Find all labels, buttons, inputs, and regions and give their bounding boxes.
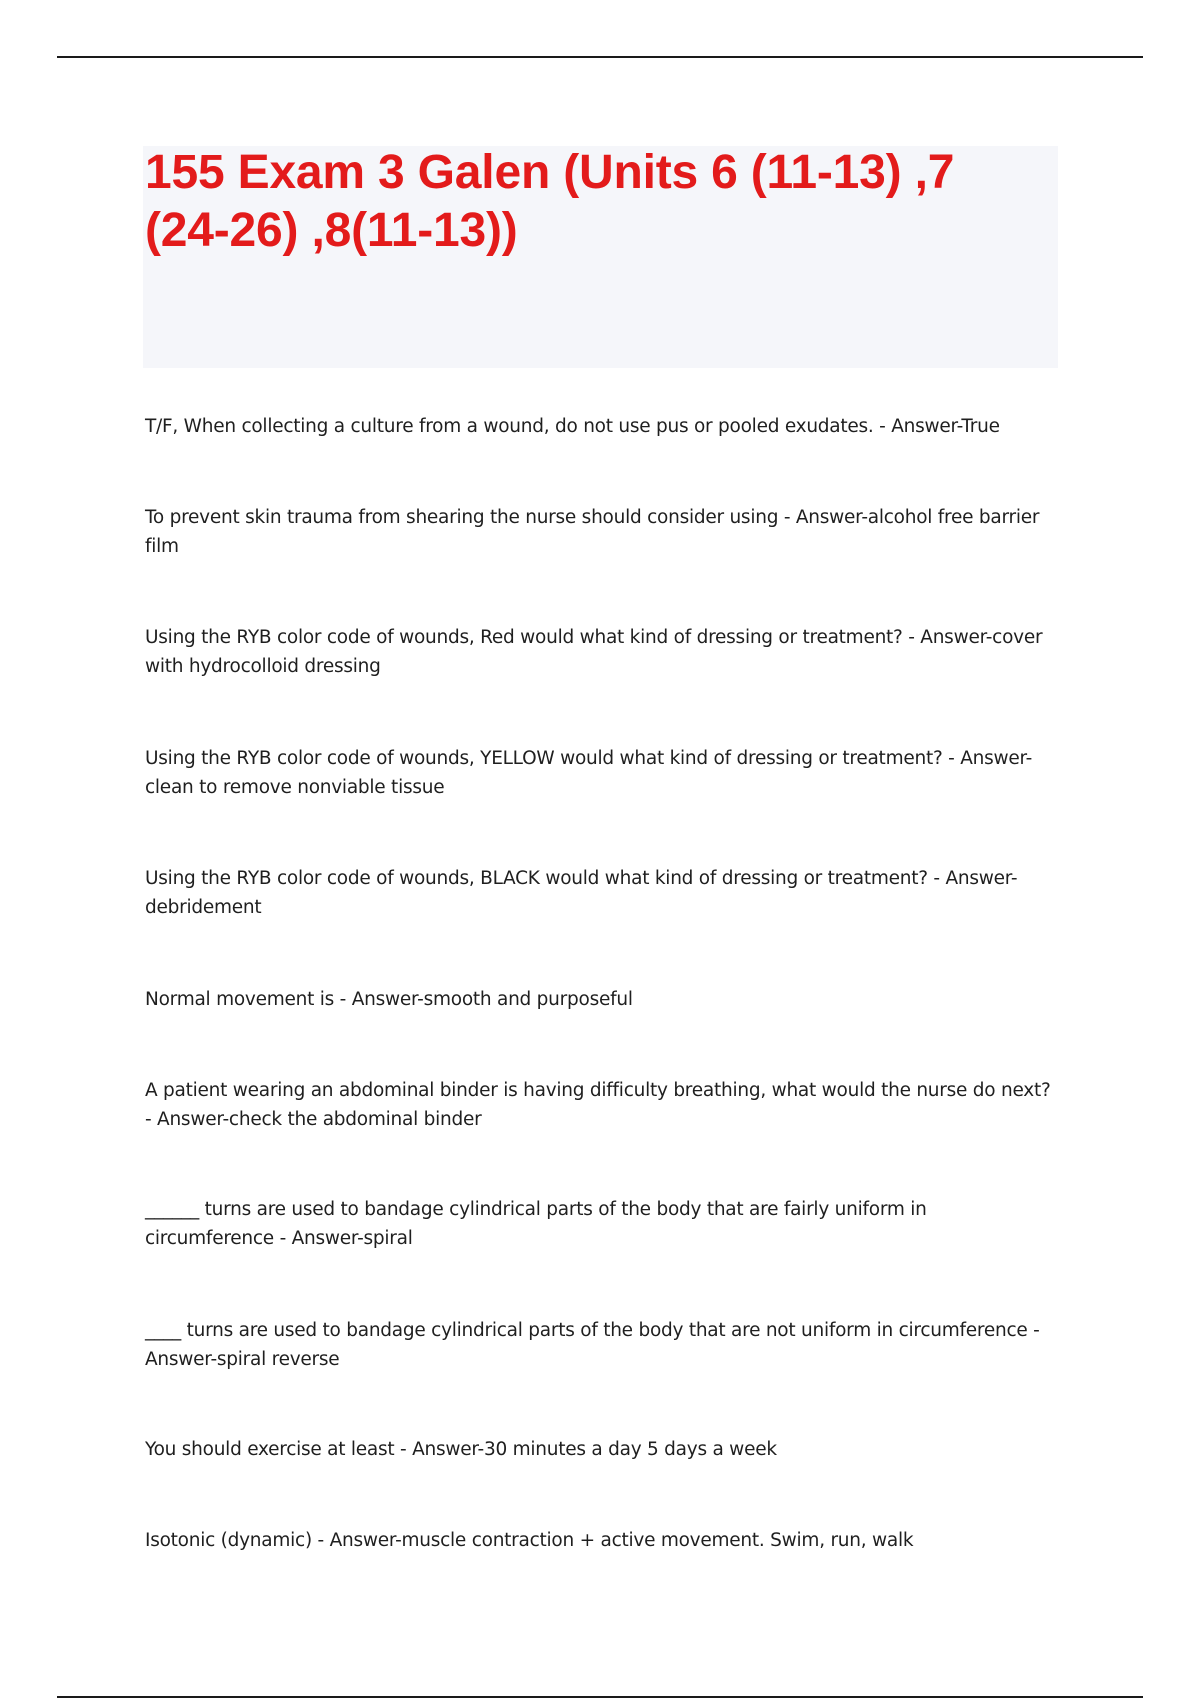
document-title: 155 Exam 3 Galen (Units 6 (11-13) ,7 (24-26) ,8(11-13)) — [145, 146, 955, 257]
qa-item: Normal movement is - Answer-smooth and purposeful — [145, 989, 633, 1010]
qa-item: A patient wearing an abdominal binder is having difficulty breathing, what would the nurse do next? - Answer-check the abdominal binder — [145, 1080, 1051, 1130]
top-divider — [57, 56, 1143, 58]
qa-item: Using the RYB color code of wounds, Red would what kind of dressing or treatment? - Answer-cover with hydrocolloid dressing — [145, 627, 1043, 677]
qa-item: ______ turns are used to bandage cylindrical parts of the body that are fairly uniform in circumference - Answer-spiral — [145, 1199, 927, 1249]
qa-item: To prevent skin trauma from shearing the nurse should consider using - Answer-alcohol free barrier film — [145, 507, 1040, 557]
qa-item: ____ turns are used to bandage cylindrical parts of the body that are not uniform in circumference - Answer-spiral reverse — [145, 1320, 1040, 1370]
qa-item: Using the RYB color code of wounds, YELLOW would what kind of dressing or treatment? - Answer-clean to remove nonviable tissue — [145, 748, 1033, 798]
bottom-divider — [57, 1696, 1143, 1698]
qa-item: Using the RYB color code of wounds, BLACK would what kind of dressing or treatment? - Answer-debridement — [145, 868, 1018, 918]
qa-item: You should exercise at least - Answer-30 minutes a day 5 days a week — [145, 1439, 777, 1460]
qa-item: Isotonic (dynamic) - Answer-muscle contraction + active movement. Swim, run, walk — [145, 1530, 914, 1551]
qa-item: T/F, When collecting a culture from a wound, do not use pus or pooled exudates. - Answer-True — [145, 416, 1000, 437]
